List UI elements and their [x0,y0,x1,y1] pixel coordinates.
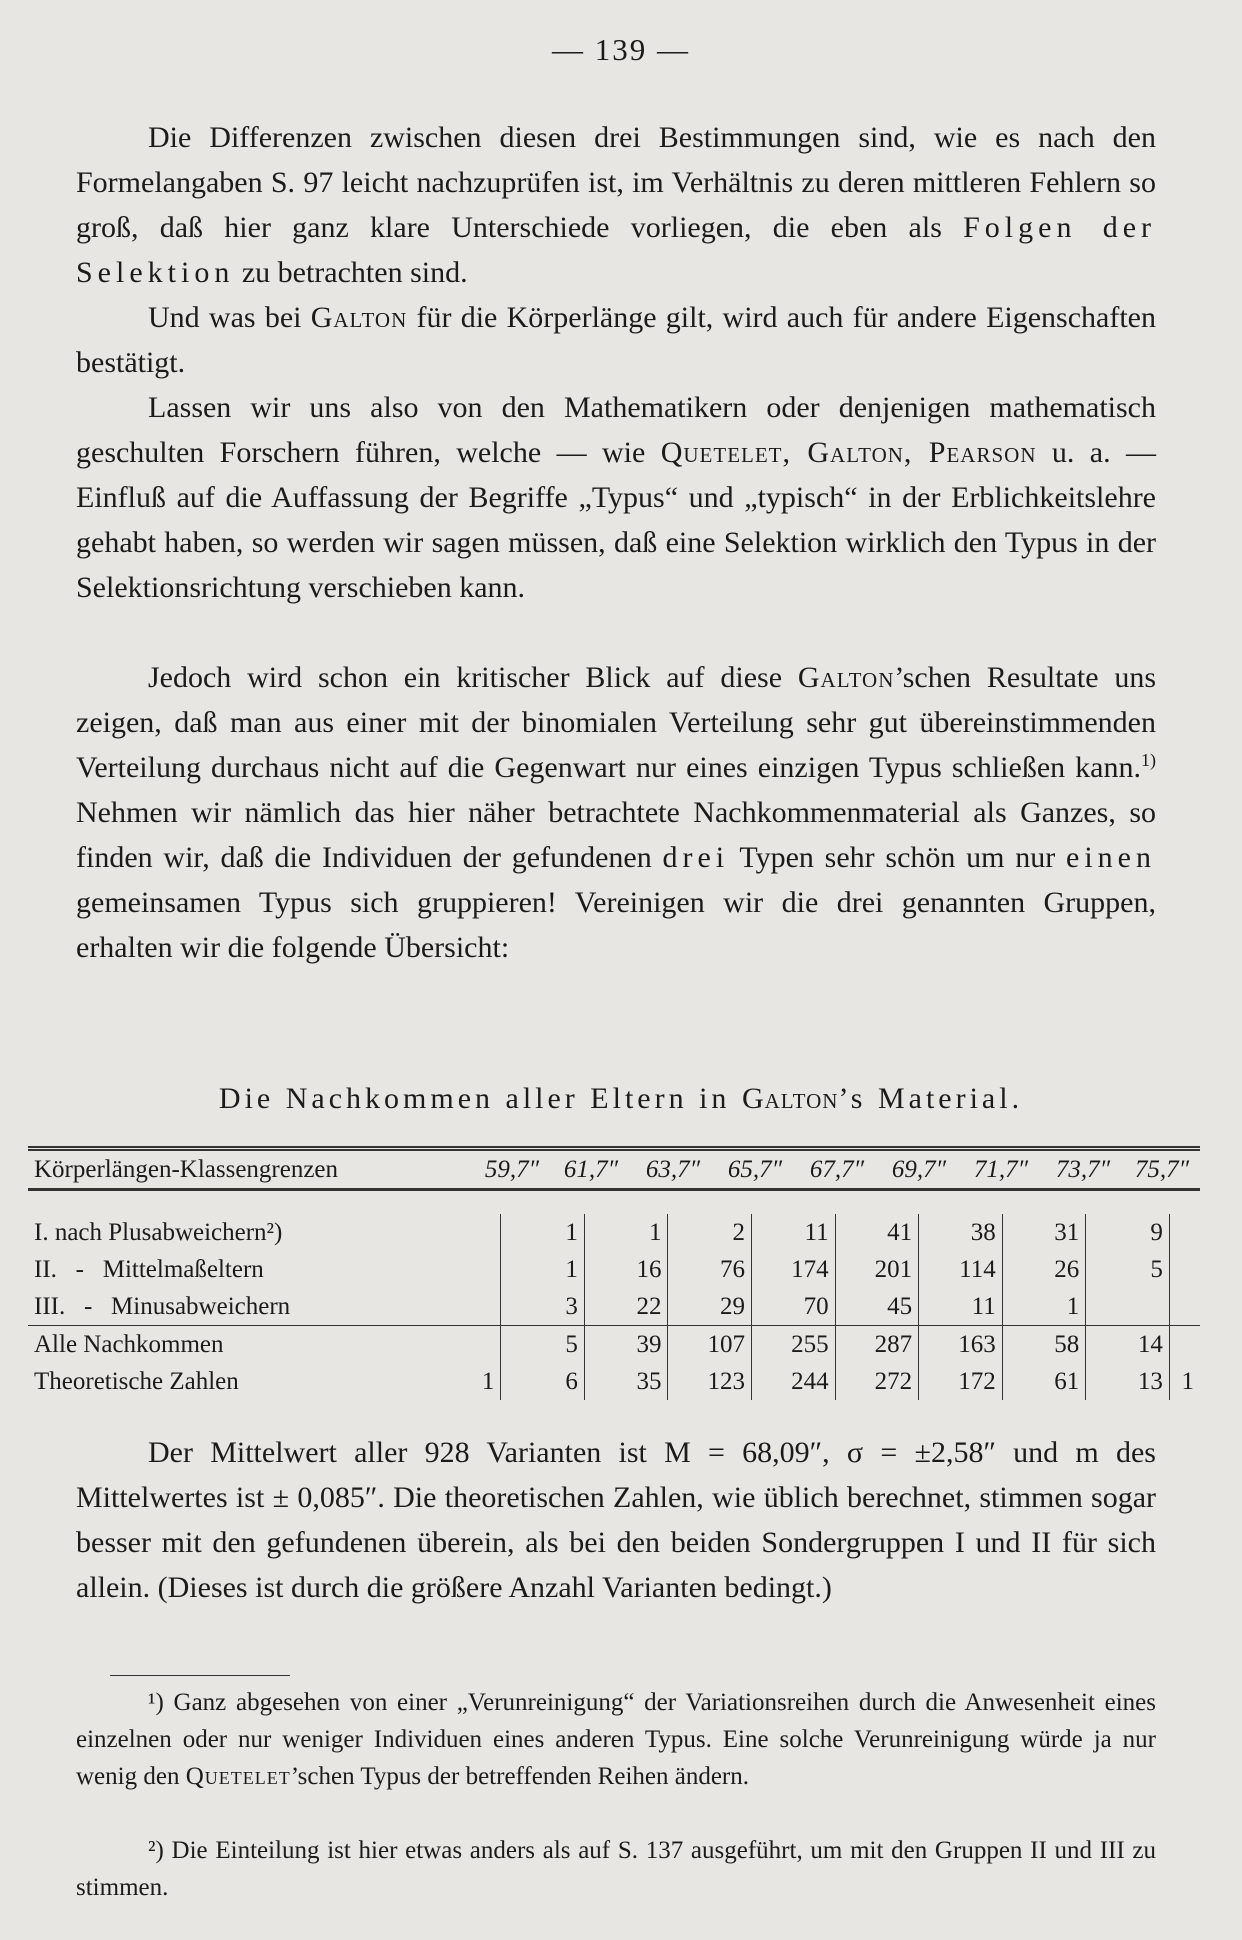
cell: 272 [835,1363,919,1400]
spaced-emphasis: einen [1066,841,1156,874]
bound: 71,7″ [973,1155,1029,1183]
cell: 2 [668,1214,752,1251]
cell: 41 [835,1214,919,1251]
paragraph-4-mid: ’schen Resultate uns zeigen, daß man aus einer mit der binomialen Verteilung sehr gut übereinstimmenden Verteilung durchaus nicht auf die Gegenwart nur eines einzigen Typus schließen kann. [76,661,1157,784]
cell: 1 [1002,1288,1086,1326]
cell: 244 [752,1363,836,1400]
cell: 14 [1086,1326,1170,1364]
cell: 163 [919,1326,1003,1364]
bound: 63,7″ [645,1155,701,1183]
paragraph-2 [76,295,1156,385]
bound: 65,7″ [727,1155,783,1183]
cell: 287 [835,1326,919,1364]
paragraph-1-text: Die Differenzen zwischen diesen drei Bestimmungen sind, wie es nach den Formelangaben S. 97 leicht nachzuprüfen ist, im Verhältnis zu deren mittleren Fehlern so groß, daß hier ganz klare Unterschiede vorliegen, die eben als [76,121,1156,244]
table-header-row [28,1149,1200,1190]
cell: 31 [1002,1214,1086,1251]
page-number: — 139 — [552,32,690,67]
cell: 11 [752,1214,836,1251]
row-label: III. - Minusabweichern [34,1292,291,1320]
footnote-1-text: ¹) Ganz abgesehen von einer „Verunreinigung“ der Variationsreihen durch die Anwesenheit eines einzelnen oder nur weniger Individuen eines anderen Typus. Eine solche Verunreinigung würde ja nur wenig den [76,1689,1156,1790]
paragraph-2-end: für die Körperlänge gilt, wird auch für andere Eigenschaften bestätigt. [76,301,1156,379]
table-row [28,1288,1200,1326]
cell: 70 [752,1288,836,1326]
cell [470,1251,501,1288]
row-label: Theoretische Zahlen [34,1367,239,1395]
cell [1169,1326,1200,1364]
bound: 59,7″ [484,1155,540,1183]
paragraph-3-end: u. a. — Einfluß auf die Auffassung der Begriffe „Typus“ und „typisch“ in der Erblichkeitslehre gehabt haben, so werden wir sagen müssen, daß eine Selektion wirklich den Typus in der Selektionsrichtung verschieben kann. [76,436,1157,604]
paragraph-1-end: zu betrachten sind. [241,256,468,289]
footnote-rule [110,1675,290,1676]
cell: 76 [668,1251,752,1288]
cell: 61 [1002,1363,1086,1400]
cell: 172 [919,1363,1003,1400]
table-row [28,1326,1200,1364]
cell: 1 [501,1251,585,1288]
table-row [28,1363,1200,1400]
footnote-ref-1: 1) [1141,750,1156,770]
bound: 73,7″ [1055,1155,1111,1183]
cell: 26 [1002,1251,1086,1288]
cell: 174 [752,1251,836,1288]
paragraph-1 [76,115,1156,295]
data-table-body [28,1214,1200,1400]
cell [470,1326,501,1364]
paragraph-2-start: Und was bei [148,301,302,334]
cell: 45 [835,1288,919,1326]
cell [1169,1251,1200,1288]
paragraph-5: Der Mittelwert aller 928 Varianten ist M = 68,09″, σ = ±2,58″ und m des Mittelwertes ist ± 0,085″. Die theoretischen Zahlen, wie üblich berechnet, stimmen sogar besser mit den gefundenen überein, als bei den beiden Sondergruppen I und II für sich allein. (Dieses ist durch die größere Anzahl Varianten bedingt.) [76,1436,1156,1604]
cell [470,1288,501,1326]
caption-end: ’s Material. [838,1082,1024,1115]
cell: 107 [668,1326,752,1364]
cell: 3 [501,1288,585,1326]
footnote-2: ²) Die Einteilung ist hier etwas anders als auf S. 137 ausgeführt, um mit den Gruppen II und III zu stimmen. [76,1837,1156,1901]
cell: 16 [584,1251,668,1288]
paragraph-4-start: Jedoch wird schon ein kritischer Blick auf diese [148,661,783,694]
cell: 22 [584,1288,668,1326]
cell: 1 [481,1367,495,1395]
cell [1169,1288,1200,1326]
row-label: II. - Mittelmaßeltern [34,1255,264,1283]
cell: 39 [584,1326,668,1364]
table-row [28,1251,1200,1288]
spaced-emphasis: Folgen der Selektion [76,211,1157,289]
bound: 61,7″ [563,1155,619,1183]
caption-text: Die Nachkommen aller Eltern in [218,1082,731,1115]
cell: 13 [1086,1363,1170,1400]
class-bounds [381,1149,1200,1190]
author-name: Galton [797,661,895,694]
paragraph-3 [76,385,1156,610]
cell: 38 [919,1214,1003,1251]
cell: 1 [584,1214,668,1251]
header-label: Körperlängen-Klassengrenzen [28,1149,381,1190]
bound: 69,7″ [891,1155,947,1183]
author-names: Quetelet, Galton, Pearson [660,436,1037,469]
cell [470,1214,501,1251]
bound: 67,7″ [809,1155,865,1183]
cell: 6 [501,1363,585,1400]
row-label: Alle Nachkommen [28,1326,470,1364]
paragraph-4 [76,655,1156,970]
cell: 123 [668,1363,752,1400]
cell: 58 [1002,1326,1086,1364]
paragraph-3-start: Lassen wir uns also von den Mathematikern oder denjenigen mathematisch geschulten Forschern führen, welche — wie [76,391,1156,469]
data-table [28,1146,1200,1191]
footnote-1 [76,1684,1156,1795]
cell: 5 [501,1326,585,1364]
cell: 1 [501,1214,585,1251]
cell: 35 [584,1363,668,1400]
cell: 255 [752,1326,836,1364]
row-label: I. nach Plusabweichern²) [34,1218,283,1246]
footnote-1-end: ’schen Typus der betreffenden Reihen ändern. [290,1763,750,1790]
cell: 1 [1169,1363,1200,1400]
cell [1086,1288,1170,1326]
cell: 29 [668,1288,752,1326]
author-name: Quetelet [185,1763,291,1790]
paragraph-4-cont2: Typen sehr schön um nur [739,841,1056,874]
author-name: Galton [310,301,408,334]
cell: 9 [1086,1214,1170,1251]
cell: 5 [1086,1251,1170,1288]
table-row [28,1214,1200,1251]
bound: 75,7″ [1134,1155,1190,1183]
spaced-emphasis: drei [662,841,730,874]
cell: 11 [919,1288,1003,1326]
cell: 201 [835,1251,919,1288]
cell: 114 [919,1251,1003,1288]
table-caption [0,1082,1242,1116]
cell [1169,1214,1200,1251]
paragraph-4-end: gemeinsamen Typus sich gruppieren! Vereinigen wir die drei genannten Gruppen, erhalten wir die folgende Übersicht: [76,886,1156,964]
paragraph-4-cont: Nehmen wir nämlich das hier näher betrachtete Nachkommenmaterial als Ganzes, so finden wir, daß die Individuen der gefundenen [76,796,1156,874]
caption-author: Galton [741,1082,839,1115]
